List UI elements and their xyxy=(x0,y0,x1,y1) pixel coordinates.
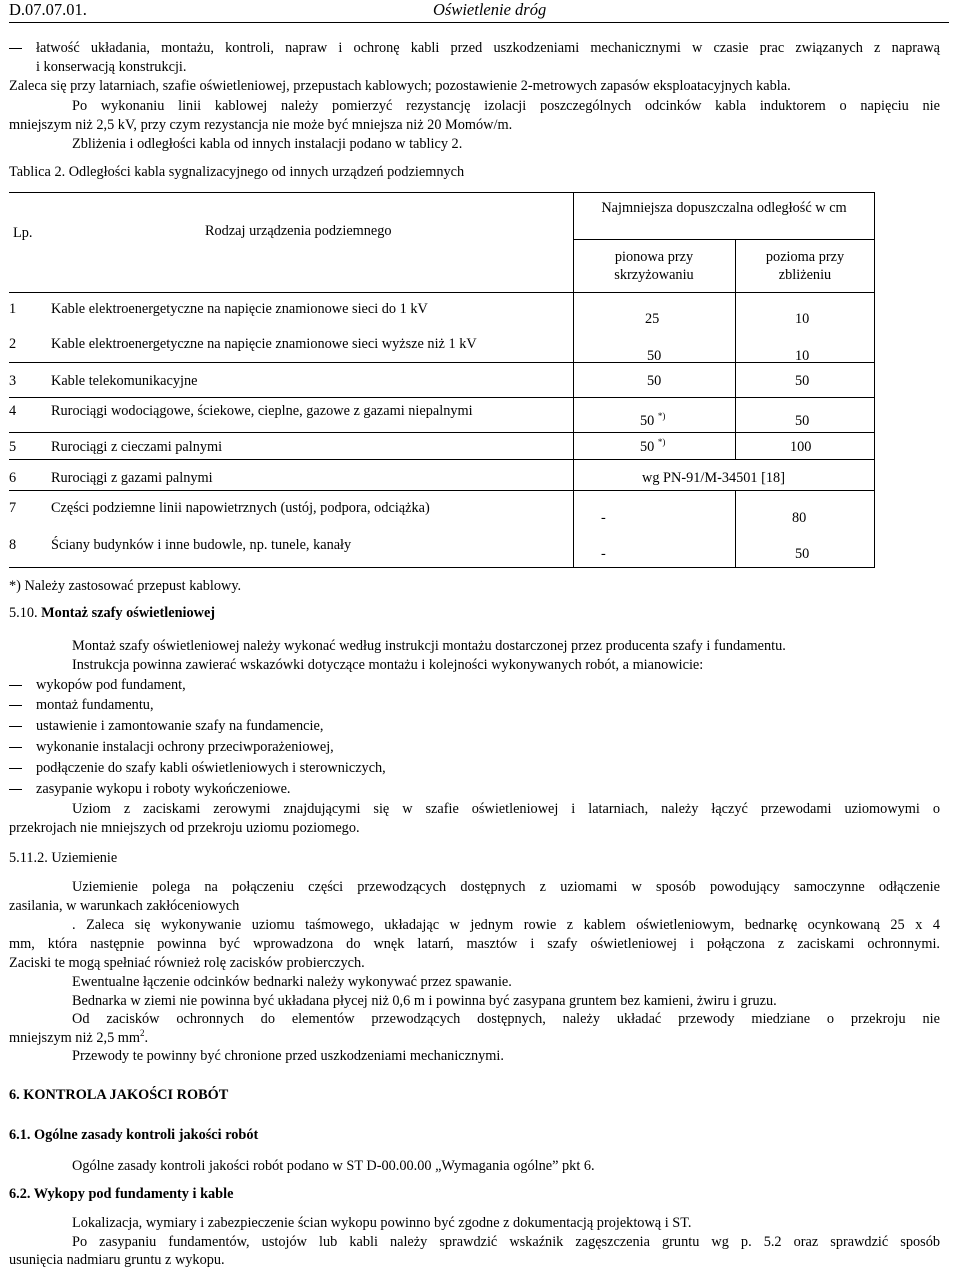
paragraph: Zaciski te mogą spełniać również rolę zacisków probierczych. xyxy=(9,955,365,971)
row-horizontal-value: 50 xyxy=(795,546,810,562)
table-rule xyxy=(9,292,875,293)
row-vertical-value: - xyxy=(601,546,606,562)
row-lp: 3 xyxy=(9,373,17,389)
dash-bullet xyxy=(9,747,22,748)
table-rule xyxy=(9,362,875,363)
col-header-min-distance: Najmniejsza dopuszczalna odległość w cm xyxy=(601,200,847,216)
row-horizontal-value: 80 xyxy=(792,510,807,526)
row-name: Kable telekomunikacyjne xyxy=(51,373,198,389)
row-vertical-value: 50 xyxy=(647,348,662,364)
distances-table xyxy=(9,192,875,568)
dash-bullet xyxy=(9,685,22,686)
section-heading-5-10: 5.10. Montaż szafy oświetleniowej xyxy=(9,605,216,621)
row-name: Rurociągi z cieczami palnymi xyxy=(51,439,223,455)
dash-bullet xyxy=(9,705,22,706)
table-rule xyxy=(9,397,875,398)
row-vertical-value: 50 xyxy=(647,373,662,389)
paragraph: Ewentualne łączenie odcinków bednarki należy wykonywać przez spawanie. xyxy=(72,974,512,990)
col-header-horizontal-2: zbliżeniu xyxy=(778,267,832,283)
col-header-vertical-1: pionowa przy xyxy=(614,249,694,265)
col-header-type: Rodzaj urządzenia podziemnego xyxy=(205,223,392,239)
row-horizontal-value: 50 xyxy=(795,413,810,429)
intro-line-3: Zaleca się przy latarniach, szafie oświetleniowej, przepustach kablowych; pozostawienie 2-metrowych zapasów eksploatacyjnych kabla. xyxy=(9,78,791,94)
section-heading-6: 6. KONTROLA JAKOŚCI ROBÓT xyxy=(9,1087,229,1103)
paragraph: mm, która następnie powinna być wprowadzona do wnęk latarń, masztów i szafy oświetleniowej i połączona z zaciskami ochronnymi. xyxy=(9,936,940,952)
dash-bullet xyxy=(9,726,22,727)
paragraph: Po zasypaniu fundamentów, ustojów lub kabli należy sprawdzić wskaźnik zagęszczenia gruntu wg p. 5.2 oraz sprawdzić sposób xyxy=(72,1234,940,1250)
row-lp: 7 xyxy=(9,500,17,516)
intro-line-5: mniejszym niż 2,5 kV, przy czym rezystancja nie może być mniejsza niż 20 Momów/m. xyxy=(9,117,513,133)
paragraph: Lokalizacja, wymiary i zabezpieczenie ścian wykopu powinno być zgodne z dokumentacją projektową i ST. xyxy=(72,1215,692,1231)
row-name: Części podziemne linii napowietrznych (ustój, podpora, odciążka) xyxy=(51,500,430,516)
col-header-vertical-2: skrzyżowaniu xyxy=(614,267,694,283)
row-vertical-value: 50 *) xyxy=(640,437,666,455)
paragraph: Przewody te powinny być chronione przed uszkodzeniami mechanicznymi. xyxy=(72,1048,504,1064)
list-item: ustawienie i zamontowanie szafy na fundamencie, xyxy=(36,718,324,734)
section-heading-5-11-2: 5.11.2. Uziemienie xyxy=(9,850,118,866)
intro-dash-item-1: łatwość układania, montażu, kontroli, napraw i ochronę kabli przed uszkodzeniami mechanicznymi w czasie prac związanych z naprawą xyxy=(36,40,940,56)
dash-bullet xyxy=(9,789,22,790)
footnote-mark: *) xyxy=(657,437,666,448)
paragraph: Od zacisków ochronnych do elementów przewodzących dostępnych, należy układać przewody miedziane o przekroju nie xyxy=(72,1011,940,1027)
page-header xyxy=(9,0,949,23)
intro-line-6: Zbliżenia i odległości kabla od innych instalacji podano w tablicy 2. xyxy=(72,136,463,152)
paragraph: zasilania, w warunkach zakłóceniowych xyxy=(9,898,240,914)
paragraph: Montaż szafy oświetleniowej należy wykonać według instrukcji montażu dostarczonej przez producenta szafy i fundamentu. xyxy=(72,638,786,654)
row-lp: 6 xyxy=(9,470,17,486)
row-vertical-value: - xyxy=(601,510,606,526)
paragraph: Uziemienie polega na połączeniu części przewodzących dostępnych z uziomami w sposób powodujący samoczynne odłączenie xyxy=(72,879,940,895)
document-code: D.07.07.01. xyxy=(9,0,87,19)
paragraph: przekrojach nie mniejszych od przekroju uziomu poziomego. xyxy=(9,820,360,836)
table-caption: Tablica 2. Odległości kabla sygnalizacyjnego od innych urządzeń podziemnych xyxy=(9,164,465,180)
row-lp: 1 xyxy=(9,301,17,317)
row-horizontal-value: 10 xyxy=(795,348,810,364)
paragraph: Ogólne zasady kontroli jakości robót podano w ST D-00.00.00 „Wymagania ogólne” pkt 6. xyxy=(72,1158,595,1174)
table-rule xyxy=(573,239,875,240)
row-horizontal-value: 100 xyxy=(790,439,812,455)
row-lp: 2 xyxy=(9,336,17,352)
paragraph: usunięcia nadmiaru gruntu z wykopu. xyxy=(9,1252,225,1268)
row-merged-value: wg PN-91/M-34501 [18] xyxy=(642,470,785,486)
table-rule xyxy=(9,192,875,193)
paragraph: Uziom z zaciskami zerowymi znajdującymi się w szafie oświetleniowej i latarniach, należy łączyć przewodami uziomowymi o xyxy=(72,801,940,817)
paragraph: . Zaleca się wykonywanie uziomu taśmowego, układając w jednym rowie z kablem oświetleniowym, bednarkę ocynkowaną 25 x 4 xyxy=(72,917,940,933)
row-name: Rurociągi z gazami palnymi xyxy=(51,470,213,486)
list-item: wykopów pod fundament, xyxy=(36,677,186,693)
list-item: wykonanie instalacji ochrony przeciwporażeniowej, xyxy=(36,739,334,755)
paragraph: Bednarka w ziemi nie powinna być układana płycej niż 0,6 m i powinna być zasypana gruntem bez kamieni, żwiru i gruzu. xyxy=(72,993,777,1009)
table-rule xyxy=(9,567,875,568)
intro-dash-item-2: i konserwacją konstrukcji. xyxy=(36,59,187,75)
row-vertical-value: 25 xyxy=(645,311,660,327)
paragraph: Instrukcja powinna zawierać wskazówki dotyczące montażu i kolejności wykonywanych robót, a mianowicie: xyxy=(72,657,704,673)
row-lp: 5 xyxy=(9,439,17,455)
table-footnote: *) Należy zastosować przepust kablowy. xyxy=(9,578,242,594)
table-rule xyxy=(735,490,736,568)
col-header-horizontal-1: pozioma przy xyxy=(765,249,845,265)
row-name: Ściany budynków i inne budowle, np. tunele, kanały xyxy=(51,537,352,553)
section-heading-6-2: 6.2. Wykopy pod fundamenty i kable xyxy=(9,1186,234,1202)
row-horizontal-value: 10 xyxy=(795,311,810,327)
table-rule xyxy=(9,459,875,460)
table-rule xyxy=(9,432,875,433)
document-title: Oświetlenie dróg xyxy=(433,0,547,19)
dash-bullet xyxy=(9,48,22,49)
paragraph: mniejszym niż 2,5 $mm^2$. xyxy=(9,1028,149,1046)
row-name: Kable elektroenergetyczne na napięcie znamionowe sieci do 1 kV xyxy=(51,301,428,317)
list-item: zasypanie wykopu i roboty wykończeniowe. xyxy=(36,781,291,797)
dash-bullet xyxy=(9,768,22,769)
table-rule xyxy=(9,490,875,491)
row-horizontal-value: 50 xyxy=(795,373,810,389)
row-vertical-value: 50 *) xyxy=(640,411,666,429)
row-name: Rurociągi wodociągowe, ściekowe, cieplne, gazowe z gazami niepalnymi xyxy=(51,403,473,419)
footnote-mark: *) xyxy=(657,411,666,422)
intro-line-4: Po wykonaniu linii kablowej należy pomierzyć rezystancję izolacji poszczególnych odcinków kabla induktorem o napięciu nie xyxy=(72,98,940,114)
list-item: podłączenie do szafy kabli oświetleniowych i sterowniczych, xyxy=(36,760,386,776)
section-heading-6-1: 6.1. Ogólne zasady kontroli jakości robót xyxy=(9,1127,259,1143)
row-lp: 8 xyxy=(9,537,17,553)
row-lp: 4 xyxy=(9,403,17,419)
row-name: Kable elektroenergetyczne na napięcie znamionowe sieci wyższe niż 1 kV xyxy=(51,336,477,352)
list-item: montaż fundamentu, xyxy=(36,697,154,713)
col-header-lp: Lp. xyxy=(13,225,33,241)
